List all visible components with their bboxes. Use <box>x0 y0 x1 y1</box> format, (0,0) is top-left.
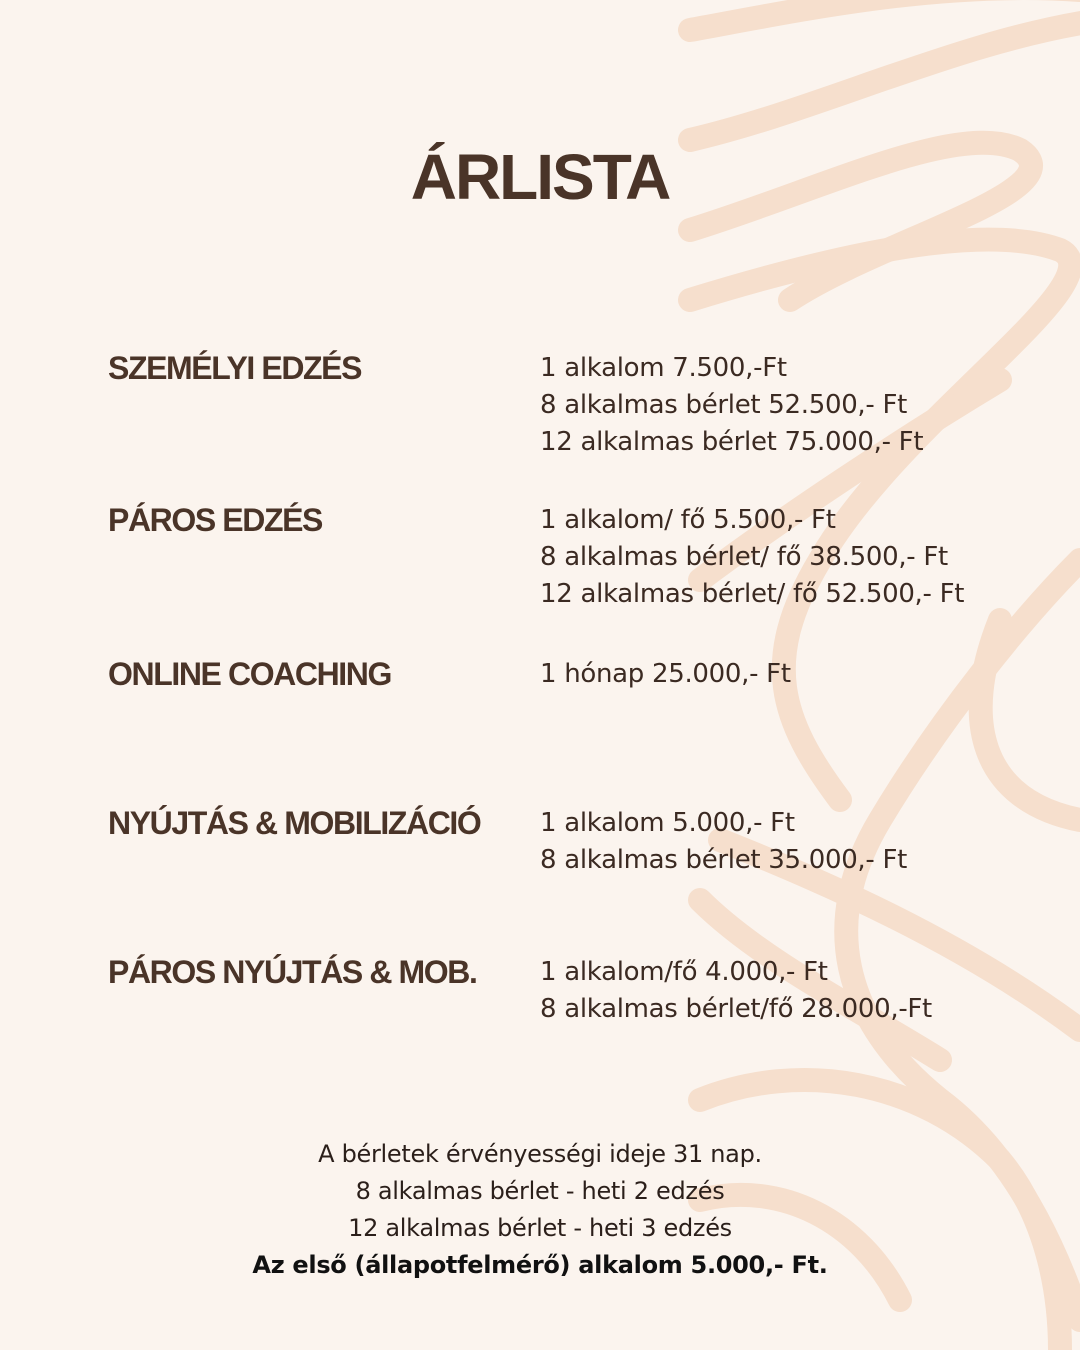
price-item: 12 alkalmas bérlet/ fő 52.500,- Ft <box>540 579 965 609</box>
section-name: PÁROS EDZÉS <box>108 502 322 538</box>
price-item: 8 alkalmas bérlet/fő 28.000,-Ft <box>540 994 932 1024</box>
price-list <box>540 502 964 613</box>
price-list <box>540 805 907 879</box>
price-item: 8 alkalmas bérlet 52.500,- Ft <box>540 390 907 420</box>
price-item: 1 hónap 25.000,- Ft <box>540 659 791 689</box>
price-item: 8 alkalmas bérlet 35.000,- Ft <box>540 845 907 875</box>
section-name: ONLINE COACHING <box>108 656 392 692</box>
price-item: 1 alkalom 7.500,-Ft <box>540 353 787 383</box>
price-list <box>540 350 923 461</box>
price-list <box>540 656 791 693</box>
section-name: PÁROS NYÚJTÁS & MOB. <box>108 954 477 990</box>
price-item: 12 alkalmas bérlet 75.000,- Ft <box>540 427 924 457</box>
price-item: 1 alkalom/fő 4.000,- Ft <box>540 957 828 987</box>
price-item: 1 alkalom/ fő 5.500,- Ft <box>540 505 836 535</box>
price-list <box>540 954 932 1028</box>
price-item: 1 alkalom 5.000,- Ft <box>540 808 795 838</box>
price-item: 8 alkalmas bérlet/ fő 38.500,- Ft <box>540 542 948 572</box>
section-name: NYÚJTÁS & MOBILIZÁCIÓ <box>108 805 481 841</box>
note-eight-pass: 8 alkalmas bérlet - heti 2 edzés <box>355 1177 725 1205</box>
page-title: ÁRLISTA <box>410 141 670 213</box>
note-twelve-pass: 12 alkalmas bérlet - heti 3 edzés <box>348 1214 732 1242</box>
note-first-session: Az első (állapotfelmérő) alkalom 5.000,- Ft. <box>252 1251 828 1279</box>
footer-notes <box>0 1136 1080 1284</box>
section-name: SZEMÉLYI EDZÉS <box>108 350 362 386</box>
note-validity: A bérletek érvényességi ideje 31 nap. <box>318 1140 762 1168</box>
